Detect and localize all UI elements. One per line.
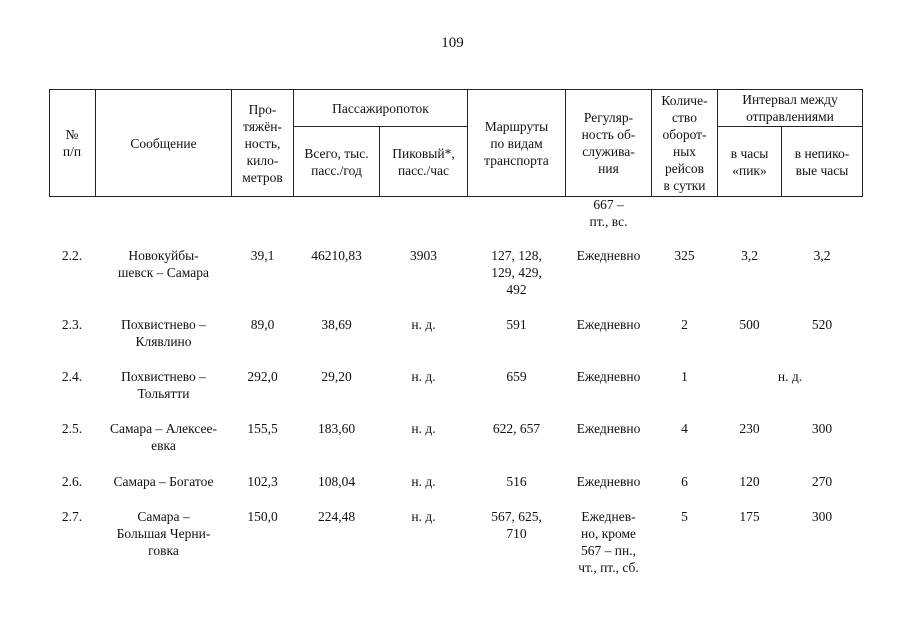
- cell-regularity: Ежедневно: [576, 248, 641, 263]
- cell-num: 2.5.: [61, 421, 83, 436]
- page-number: 109: [441, 35, 464, 51]
- header-trips: Количе- ство оборот- ных рейсов в сутки: [661, 93, 708, 193]
- cell-regularity: Ежедневно: [576, 474, 641, 489]
- cell-peak: н. д.: [411, 369, 436, 384]
- header-connection: Сообщение: [130, 135, 197, 151]
- cell-interval-peak: 230: [739, 421, 760, 436]
- cell-total: 224,48: [317, 509, 356, 524]
- cell-trips: 5: [681, 509, 688, 524]
- cell-length: 155,5: [247, 421, 278, 436]
- header-interval-peak: в часы «пик»: [730, 145, 769, 178]
- cell-interval-peak: 120: [739, 474, 760, 489]
- header-interval: Интервал между отправлениями: [742, 92, 838, 124]
- cell-interval-offpeak: 300: [811, 421, 833, 436]
- cell-trips: 6: [681, 474, 688, 489]
- col-divider: [862, 89, 863, 197]
- cell-length: 150,0: [247, 509, 278, 524]
- header-bottom-line: [49, 196, 863, 197]
- cell-length: 39,1: [250, 248, 275, 263]
- header-length: Про- тяжён- ность, кило- метров: [242, 101, 283, 185]
- cell-interval-offpeak: 3,2: [813, 248, 831, 263]
- header-passenger-flow: Пассажиропоток: [332, 100, 429, 116]
- cell-peak: н. д.: [411, 474, 436, 489]
- cell-connection: Самара – Богатое: [113, 474, 214, 489]
- cell-connection: Самара – Большая Черни- говка: [116, 509, 211, 558]
- cell-interval-peak: 3,2: [741, 248, 758, 263]
- cell-trips: 1: [681, 369, 688, 384]
- cell-connection: Новокуйбы- шевск – Самара: [118, 248, 209, 280]
- cell-total: 46210,83: [311, 248, 362, 263]
- carryover-note: 667 – пт., вс.: [589, 197, 628, 229]
- header-interval-offpeak: в непико- вые часы: [794, 145, 850, 178]
- header-peak: Пиковый*, пасс./час: [392, 145, 455, 178]
- cell-regularity: Ежедневно: [576, 421, 641, 436]
- cell-regularity: Ежедневно: [576, 369, 641, 384]
- cell-routes: 127, 128, 129, 429, 492: [491, 248, 542, 297]
- cell-connection: Похвистнево – Тольятти: [121, 369, 206, 401]
- header-total: Всего, тыс. пасс./год: [304, 145, 369, 178]
- cell-routes: 659: [506, 369, 527, 384]
- cell-trips: 325: [674, 248, 695, 263]
- cell-routes: 516: [506, 474, 527, 489]
- cell-total: 183,60: [317, 421, 356, 436]
- cell-routes: 567, 625, 710: [491, 509, 542, 541]
- cell-length: 292,0: [247, 369, 278, 384]
- cell-connection: Похвистнево – Клявлино: [121, 317, 206, 349]
- cell-num: 2.2.: [61, 248, 83, 263]
- cell-regularity: Ежеднев- но, кроме 567 – пн., чт., пт., сб.: [578, 509, 639, 575]
- cell-connection: Самара – Алексее- евка: [109, 421, 218, 453]
- cell-peak: н. д.: [411, 421, 436, 436]
- header-routes: Маршруты по видам транспорта: [484, 118, 549, 168]
- cell-total: 108,04: [317, 474, 356, 489]
- cell-interval-offpeak: 270: [811, 474, 833, 489]
- cell-interval-offpeak: 520: [811, 317, 833, 332]
- cell-length: 102,3: [247, 474, 278, 489]
- header-num: № п/п: [62, 127, 82, 159]
- cell-num: 2.7.: [61, 509, 83, 524]
- cell-total: 38,69: [321, 317, 352, 332]
- cell-total: 29,20: [321, 369, 352, 384]
- cell-routes: 591: [506, 317, 527, 332]
- cell-interval-peak: 500: [739, 317, 760, 332]
- cell-routes: 622, 657: [492, 421, 541, 436]
- cell-num: 2.3.: [61, 317, 83, 332]
- header-regularity: Регуляр- ность об- служива- ния: [581, 110, 636, 176]
- cell-interval-merged: н. д.: [777, 369, 803, 384]
- cell-peak: н. д.: [411, 317, 436, 332]
- cell-length: 89,0: [250, 317, 275, 332]
- cell-interval-offpeak: 300: [811, 509, 833, 524]
- cell-num: 2.6.: [61, 474, 83, 489]
- cell-regularity: Ежедневно: [576, 317, 641, 332]
- cell-trips: 4: [681, 421, 688, 436]
- cell-trips: 2: [681, 317, 688, 332]
- cell-num: 2.4.: [61, 369, 83, 384]
- cell-peak: н. д.: [411, 509, 436, 524]
- cell-interval-peak: 175: [739, 509, 760, 524]
- cell-peak: 3903: [410, 248, 437, 263]
